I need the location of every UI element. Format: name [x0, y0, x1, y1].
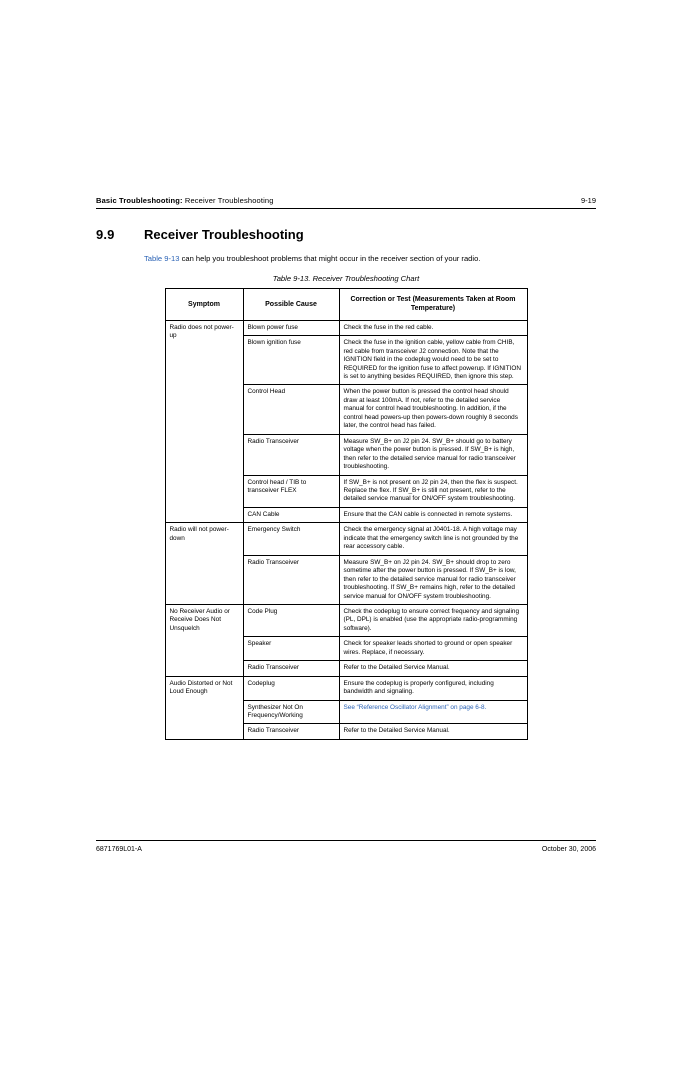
cell-possible-cause: Radio Transceiver [243, 434, 339, 475]
cell-symptom: Radio will not power-down [165, 523, 243, 605]
footer-date: October 30, 2006 [541, 846, 596, 853]
cell-correction [339, 700, 527, 724]
table-header-row [165, 289, 527, 320]
cell-correction: Check the emergency signal at J0401-18. A high voltage may indicate that the emergency switch line is not grounded by the rear accessory cable. [339, 523, 527, 555]
table-cross-reference-link[interactable]: Table 9-13 [144, 254, 180, 263]
cell-possible-cause: Blown ignition fuse [243, 336, 339, 385]
column-header-correction: Correction or Test (Measurements Taken at Room Temperature) [339, 289, 527, 320]
cell-correction: Check the fuse in the ignition cable, yellow cable from CHIB, red cable from transceiver J2 connection. Note that the IGNITION field in the codeplug would need to be set to REQUIRED for the ignition fuse to affect powerup. If IGNITION is set to anything besides REQUIRED, then ignore this step. [339, 336, 527, 385]
receiver-troubleshooting-table [165, 288, 528, 740]
cell-possible-cause: Control Head [243, 385, 339, 434]
cell-possible-cause: Speaker [243, 637, 339, 661]
table-caption: Table 9-13. Receiver Troubleshooting Chart [272, 274, 420, 284]
table-row [165, 676, 527, 700]
cell-symptom: Radio does not power-up [165, 320, 243, 523]
cell-correction: Ensure that the CAN cable is connected in remote systems. [339, 507, 527, 522]
cell-possible-cause: CAN Cable [243, 507, 339, 522]
header-rule [96, 208, 596, 209]
section-title: Receiver Troubleshooting [144, 227, 304, 242]
page-content [96, 196, 596, 740]
table-row [165, 523, 527, 555]
footer-document-number: 6871769L01-A [96, 846, 142, 853]
header-breadcrumb-rest: Receiver Troubleshooting [182, 196, 274, 205]
column-header-symptom: Symptom [165, 289, 243, 320]
cell-correction: When the power button is pressed the control head should draw at least 100mA. If not, refer to the detailed service manual for control head troubleshooting. In addition, if the control head powers-up then powers-down roughly 8 seconds later, the control head has failed. [339, 385, 527, 434]
cell-possible-cause: Control head / TIB to transceiver FLEX [243, 475, 339, 507]
column-header-possible-cause: Possible Cause [243, 289, 339, 320]
cell-symptom: Audio Distorted or Not Loud Enough [165, 676, 243, 739]
cell-correction: Check the codeplug to ensure correct frequency and signaling (PL, DPL) is enabled (use the appropriate radio-programming software). [339, 604, 527, 636]
cell-symptom: No Receiver Audio or Receive Does Not Unsquelch [165, 604, 243, 676]
cell-correction: Check the fuse in the red cable. [339, 320, 527, 335]
cell-correction: Check for speaker leads shorted to ground or open speaker wires. Replace, if necessary. [339, 637, 527, 661]
page-header [96, 196, 596, 208]
cell-possible-cause: Code Plug [243, 604, 339, 636]
header-page-number: 9-19 [580, 196, 596, 205]
section-heading [96, 227, 596, 242]
correction-cross-reference-link[interactable]: See “Reference Oscillator Alignment” on page 6-8. [343, 703, 487, 711]
footer-row [96, 841, 596, 853]
page-footer [96, 840, 596, 853]
cell-possible-cause: Emergency Switch [243, 523, 339, 555]
cell-correction: Measure SW_B+ on J2 pin 24. SW_B+ should drop to zero sometime after the power button is pressed. If SW_B+ is low, then refer to the detailed service manual for radio transceiver troubleshooting. If SW_B+ remains high, refer to the detailed service manual for ON/OFF system troubleshooting. [339, 555, 527, 604]
cell-possible-cause: Codeplug [243, 676, 339, 700]
section-intro [144, 254, 596, 264]
section-intro-text: can help you troubleshoot problems that might occur in the receiver section of your radio. [179, 254, 481, 263]
header-breadcrumb-bold: Basic Troubleshooting: [96, 196, 183, 205]
cell-possible-cause: Blown power fuse [243, 320, 339, 335]
table-row [165, 320, 527, 335]
cell-correction: If SW_B+ is not present on J2 pin 24, then the flex is suspect. Replace the flex. If SW_B+ is still not present, refer to the detailed service manual for ON/OFF system troubleshooting. [339, 475, 527, 507]
table-row [165, 604, 527, 636]
cell-possible-cause: Radio Transceiver [243, 555, 339, 604]
cell-correction: Refer to the Detailed Service Manual. [339, 724, 527, 739]
cell-possible-cause: Synthesizer Not On Frequency/Working [243, 700, 339, 724]
header-breadcrumb [96, 196, 274, 205]
cell-correction: Measure SW_B+ on J2 pin 24. SW_B+ should go to battery voltage when the power button is pressed. If SW_B+ is high, then refer to the detailed service manual for radio transceiver troubleshooting. [339, 434, 527, 475]
section-number: 9.9 [96, 227, 115, 242]
cell-possible-cause: Radio Transceiver [243, 661, 339, 676]
cell-correction: Ensure the codeplug is properly configured, including bandwidth and signaling. [339, 676, 527, 700]
cell-correction: Refer to the Detailed Service Manual. [339, 661, 527, 676]
cell-possible-cause: Radio Transceiver [243, 724, 339, 739]
table-body [165, 320, 527, 739]
